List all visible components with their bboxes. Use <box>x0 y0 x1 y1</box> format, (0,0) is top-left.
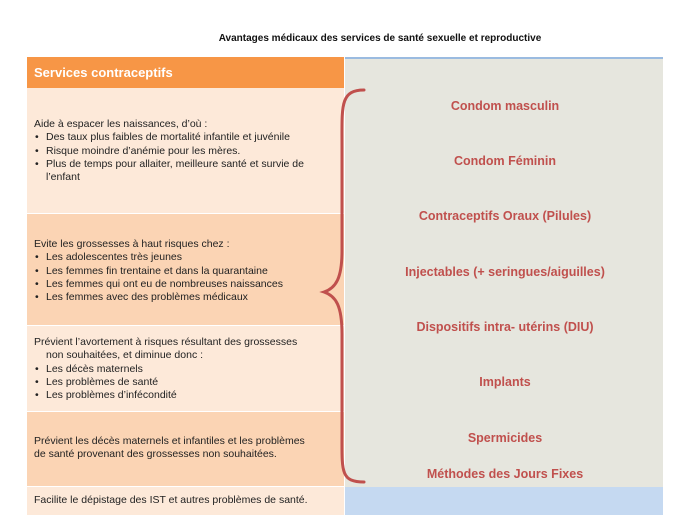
curly-brace-icon <box>318 86 368 486</box>
benefit-row-sti-screening <box>27 487 344 515</box>
list-item: • Les décès maternels <box>34 363 338 376</box>
list-item-continuation: l’enfant <box>46 171 80 184</box>
benefit-row-birth-spacing <box>27 88 344 214</box>
benefit-intro: Evite les grossesses à haut risques chez : <box>34 238 230 250</box>
list-item: • Risque moindre d’anémie pour les mères. <box>34 145 338 158</box>
services-header-label: Services contraceptifs <box>34 65 173 80</box>
list-item: • Les problèmes de santé <box>34 376 338 389</box>
benefit-text-line: de santé provenant des grossesses non souhaitées. <box>34 448 277 461</box>
method-iud: Dispositifs intra- utérins (DIU) <box>416 320 594 334</box>
method-injectables: Injectables (+ seringues/aiguilles) <box>405 265 605 279</box>
benefit-intro-continuation: non souhaitées, et diminue donc : <box>46 349 204 362</box>
methods-panel <box>345 88 663 487</box>
list-item: • Les adolescentes très jeunes <box>34 251 338 264</box>
benefit-text-line: Prévient les décès maternels et infantiles et les problèmes <box>34 435 305 447</box>
benefit-list <box>34 131 338 171</box>
benefit-list <box>34 251 338 304</box>
list-item: • Plus de temps pour allaiter, meilleure santé et survie de <box>34 158 338 171</box>
list-item: • Des taux plus faibles de mortalité infantile et juvénile <box>34 131 338 144</box>
method-male-condom: Condom masculin <box>450 99 560 113</box>
benefit-row-high-risk <box>27 214 344 326</box>
methods-header <box>345 57 663 88</box>
list-item: • Les problèmes d’infécondité <box>34 389 338 402</box>
list-item: • Les femmes avec des problèmes médicaux <box>34 291 338 304</box>
methods-panel-footer <box>345 487 663 515</box>
method-fixed-days: Méthodes des Jours Fixes <box>426 467 584 481</box>
benefit-list <box>34 363 338 403</box>
method-female-condom: Condom Féminin <box>453 154 557 168</box>
services-header <box>27 57 344 88</box>
benefit-text-line: Facilite le dépistage des IST et autres problèmes de santé. <box>34 494 308 506</box>
page-title: Avantages médicaux des services de santé sexuelle et reproductive <box>218 33 542 44</box>
method-spermicides: Spermicides <box>467 431 543 445</box>
list-item: • Les femmes fin trentaine et dans la quarantaine <box>34 265 338 278</box>
benefit-intro: Prévient l’avortement à risques résultant des grossesses <box>34 336 298 348</box>
method-oral-contraceptives: Contraceptifs Oraux (Pilules) <box>418 209 592 223</box>
benefit-row-unsafe-abortion <box>27 326 344 412</box>
benefit-row-deaths <box>27 412 344 487</box>
method-implants: Implants <box>479 375 531 389</box>
list-item: • Les femmes qui ont eu de nombreuses naissances <box>34 278 338 291</box>
benefit-intro: Aide à espacer les naissances, d’où : <box>34 118 208 130</box>
